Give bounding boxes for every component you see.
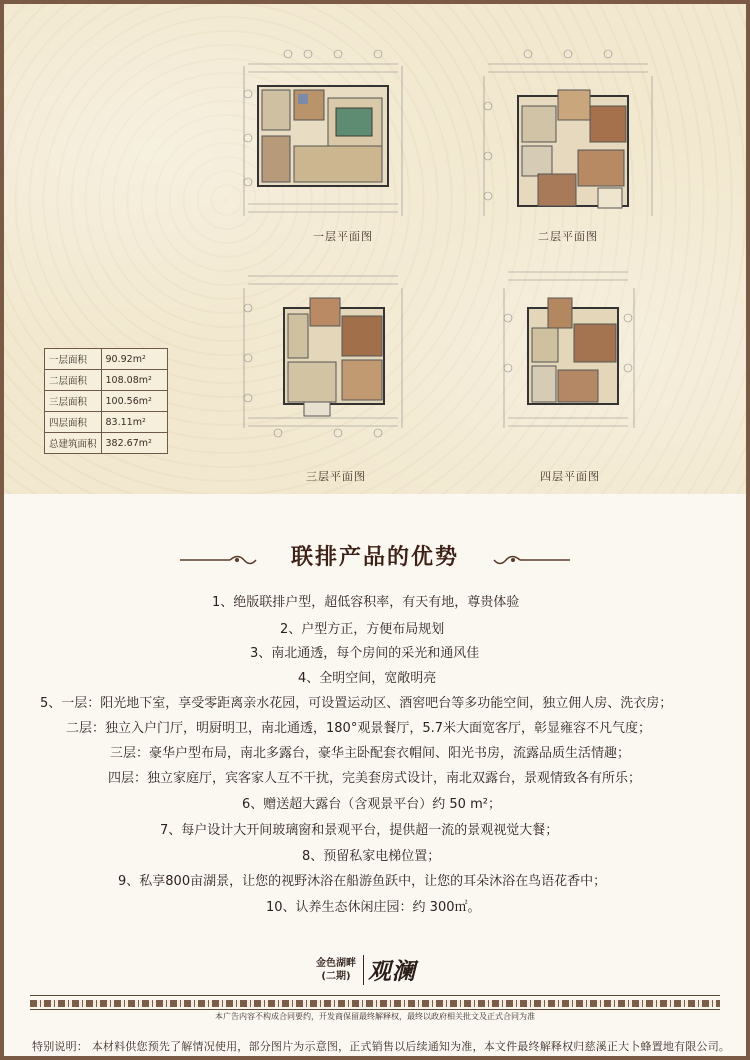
divider-bottom bbox=[30, 1009, 720, 1010]
advantage-item: 1、绝版联排户型，超低容积率，有天有地，尊贵体验 bbox=[212, 595, 520, 610]
table-row bbox=[45, 412, 168, 433]
decorative-band bbox=[30, 1000, 720, 1007]
floor-plan-4-label: 四层平面图 bbox=[540, 470, 600, 483]
advantage-item: 二层：独立入户门厅，明厨明卫，南北通透，180°观景餐厅，5.7米大面宽客厅，彰显雍容不凡气度； bbox=[66, 721, 651, 736]
disclaimer-text: 本广告内容不构成合同要约，开发商保留最终解释权，最终以政府相关批文及正式合同为准 bbox=[215, 1012, 535, 1021]
area-name: 二层面积 bbox=[45, 370, 102, 391]
table-row bbox=[45, 370, 168, 391]
logo-big-text: 观澜 bbox=[368, 958, 416, 985]
divider-top bbox=[30, 995, 720, 996]
logo-small-text bbox=[312, 957, 360, 983]
floor-plan-1 bbox=[238, 46, 408, 243]
advantage-item: 6、赠送超大露台（含观景平台）约 50 m²； bbox=[242, 797, 501, 812]
advantage-item: 2、户型方正，方便布局规划 bbox=[280, 622, 445, 637]
area-name: 一层面积 bbox=[45, 349, 102, 370]
area-value: 100.56m² bbox=[101, 391, 167, 412]
logo-small-top: 金色湖畔 bbox=[316, 958, 356, 969]
area-table bbox=[44, 348, 168, 454]
floor-plan-3-label: 三层平面图 bbox=[306, 470, 366, 483]
section-title-block bbox=[180, 540, 570, 576]
footer-note: 特别说明： 本材料供您预先了解情况使用，部分图片为示意图，正式销售以后续通知为准，本文件最终解释权归慈溪正大卜蜂置地有限公司。 bbox=[32, 1040, 731, 1053]
advantage-item: 5、一层：阳光地下室，享受零距离亲水花园，可设置运动区、酒窖吧台等多功能空间，独立佣人房、洗衣房； bbox=[40, 696, 673, 711]
area-value: 83.11m² bbox=[101, 412, 167, 433]
table-row bbox=[45, 349, 168, 370]
area-name: 总建筑面积 bbox=[45, 433, 102, 454]
area-name: 四层面积 bbox=[45, 412, 102, 433]
advantage-item: 10、认养生态休闲庄园：约 300㎡。 bbox=[266, 900, 481, 915]
area-name: 三层面积 bbox=[45, 391, 102, 412]
advantage-item: 3、南北通透，每个房间的采光和通风佳 bbox=[250, 646, 480, 661]
floor-plan-3 bbox=[238, 268, 408, 483]
advantage-item: 三层：豪华户型布局，南北多露台，豪华主卧配套衣帽间、阳光书房，流露品质生活情趣； bbox=[110, 746, 631, 761]
logo-divider bbox=[363, 955, 364, 985]
floor-plan-1-label: 一层平面图 bbox=[313, 230, 373, 243]
right-ornament-icon bbox=[490, 553, 570, 567]
advantage-item: 9、私享800亩湖景，让您的视野沐浴在船游鱼跃中，让您的耳朵沐浴在鸟语花香中； bbox=[118, 874, 607, 889]
project-logo bbox=[312, 953, 442, 987]
advantage-item: 4、全明空间，宽敞明亮 bbox=[298, 671, 437, 686]
floor-plan-2 bbox=[478, 46, 658, 243]
table-row bbox=[45, 433, 168, 454]
area-value: 382.67m² bbox=[101, 433, 167, 454]
advantage-item: 8、预留私家电梯位置； bbox=[302, 849, 441, 864]
area-value: 108.08m² bbox=[101, 370, 167, 391]
section-title: 联排产品的优势 bbox=[290, 545, 459, 570]
floor-plan-4 bbox=[478, 268, 658, 483]
logo-small-bottom: (二期) bbox=[321, 971, 351, 982]
area-value: 90.92m² bbox=[101, 349, 167, 370]
floor-plan-2-label: 二层平面图 bbox=[538, 230, 598, 243]
advantage-item: 四层：独立家庭厅，宾客家人互不干扰，完美套房式设计，南北双露台，景观情致各有所乐； bbox=[108, 771, 642, 786]
table-row bbox=[45, 391, 168, 412]
advantage-item: 7、每户设计大开间玻璃窗和景观平台，提供超一流的景观视觉大餐； bbox=[160, 823, 559, 838]
